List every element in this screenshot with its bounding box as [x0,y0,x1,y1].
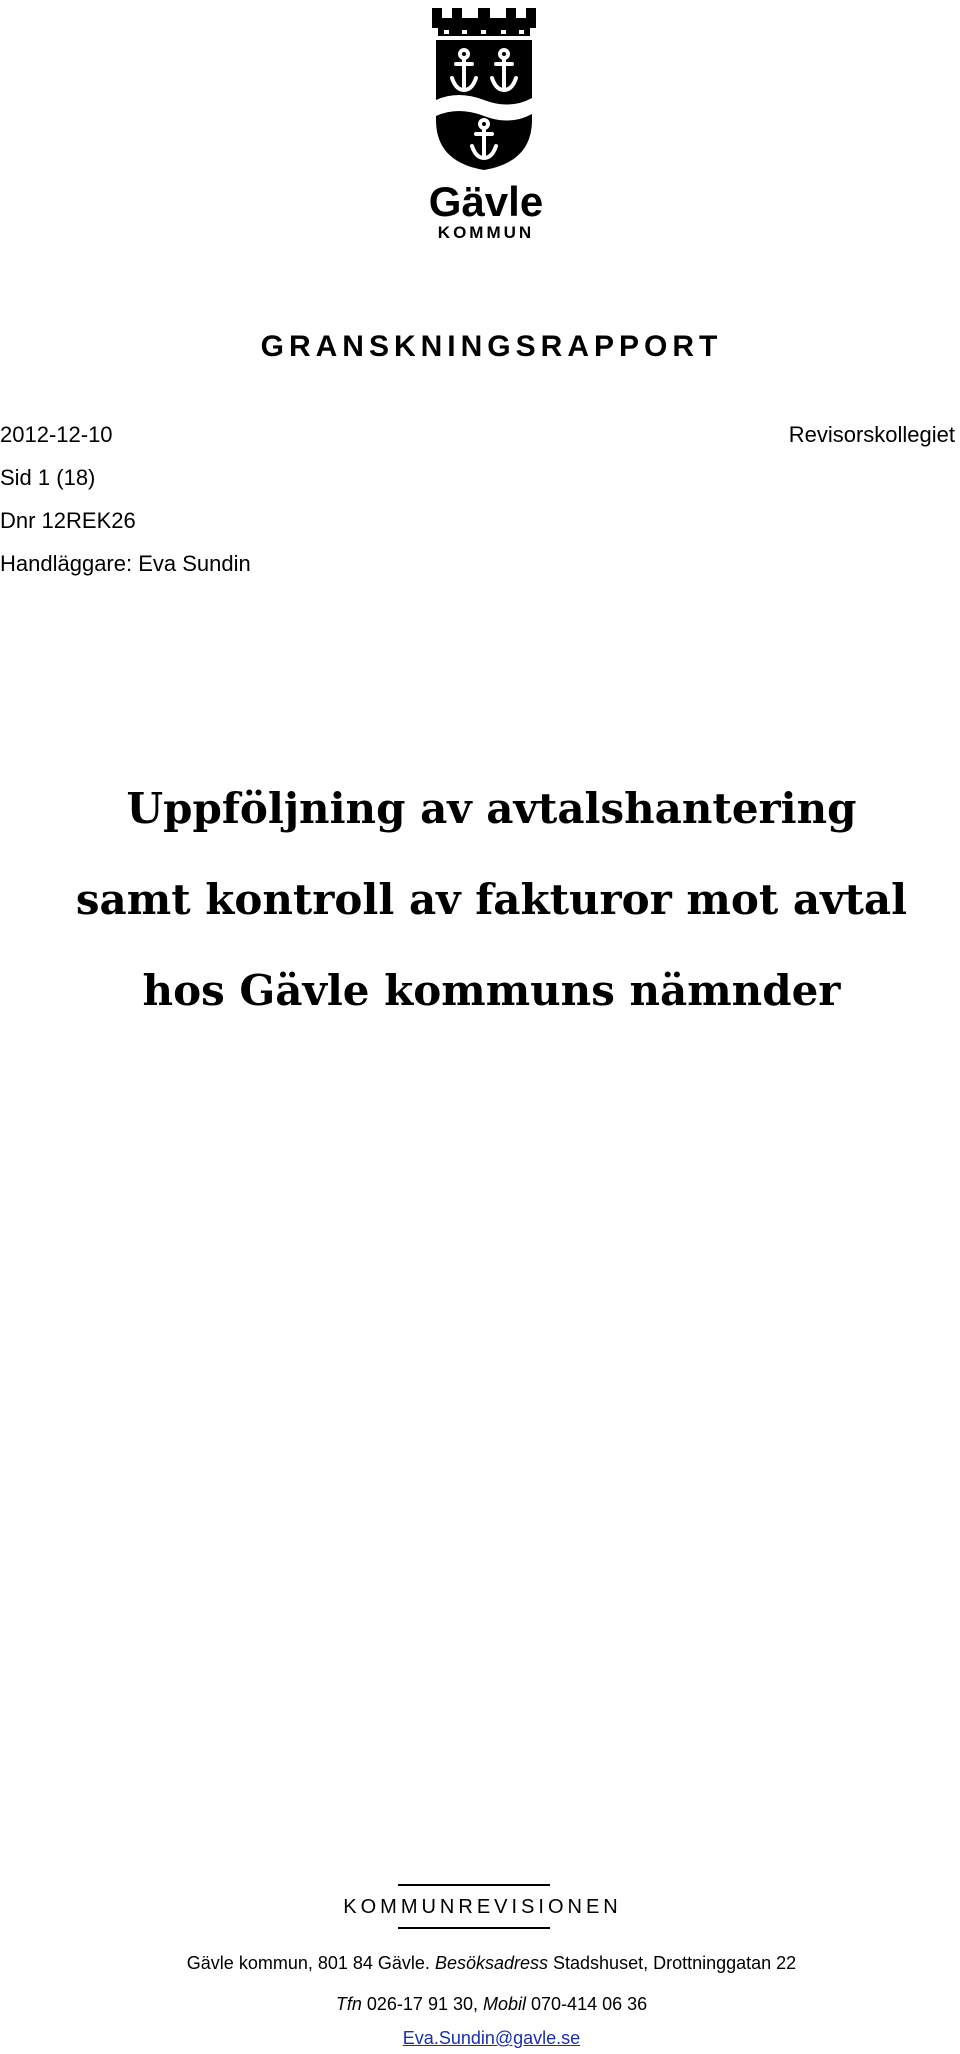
document-title-line-1: Uppföljning av avtalshantering [126,784,857,833]
recipient: Revisorskollegiet [788,422,955,447]
diary-number: Dnr 12REK26 [0,508,136,533]
postal-address: Gävle kommun, 801 84 Gävle. [186,1953,430,1973]
report-date: 2012-12-10 [0,422,113,447]
case-handler: Handläggare: Eva Sundin [0,551,251,576]
visiting-address-label: Besöksadress [434,1953,548,1973]
phone-number: 026-17 91 30, [366,1994,478,2014]
logo-subtitle: KOMMUN [437,223,535,240]
footer-email-line [0,2028,960,2049]
page-number: Sid 1 (18) [0,465,96,490]
document-title-line-3: hos Gävle kommuns nämnder [142,966,841,1015]
mobile-number: 070-414 06 36 [531,1994,648,2014]
footer-contact [0,1994,960,2015]
logo-wordmark: Gävle [428,178,544,225]
crown-icon [432,8,536,36]
department-name: KOMMUNREVISIONEN [343,1896,622,1918]
footer-rule-top [398,1884,550,1886]
phone-label: Tfn [335,1994,362,2014]
footer-address [0,1953,960,1974]
document-title-line-2: samt kontroll av fakturor mot avtal [75,875,908,924]
visiting-address: Stadshuset, Drottninggatan 22 [553,1953,797,1973]
gavle-kommun-logo [418,2,554,240]
report-type-heading: GRANSKNINGSRAPPORT [260,330,723,363]
mobile-label: Mobil [483,1994,527,2014]
email-link[interactable]: Eva.Sundin@gavle.se [402,2028,581,2048]
footer-rule-bottom [398,1927,550,1929]
